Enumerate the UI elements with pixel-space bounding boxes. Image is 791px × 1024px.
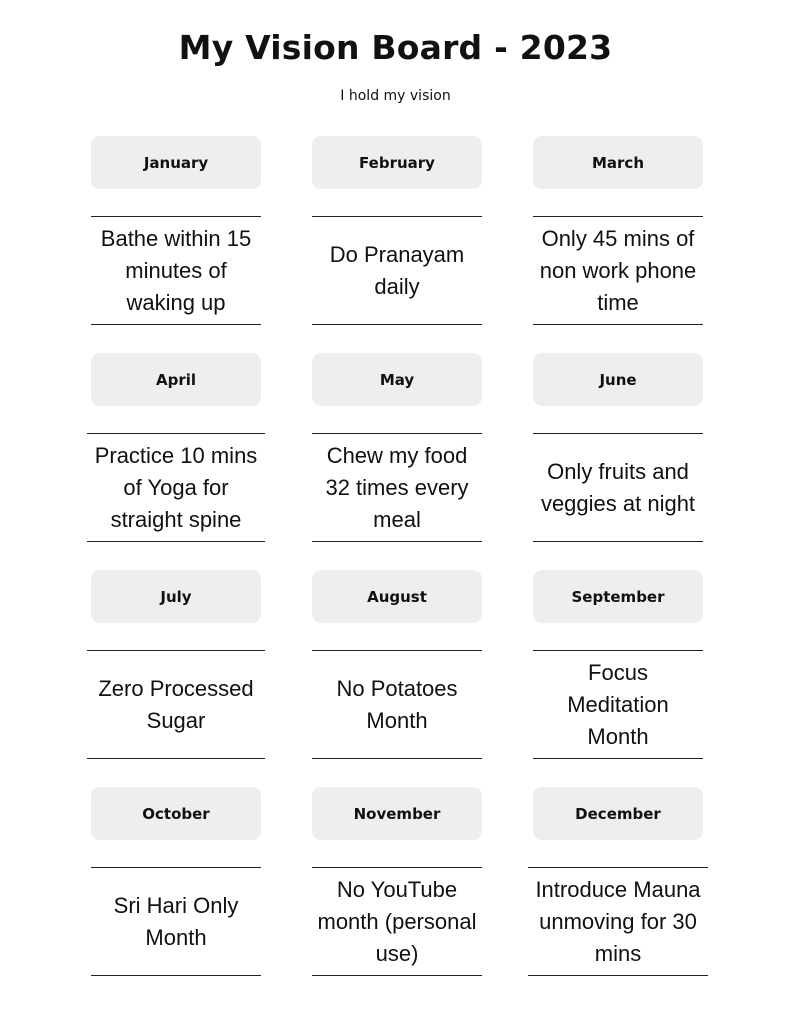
month-label: May <box>312 353 482 406</box>
month-goal: Focus Meditation Month <box>533 650 703 759</box>
month-label: November <box>312 787 482 840</box>
month-card-june <box>533 353 703 548</box>
month-goal: Chew my food 32 times every meal <box>312 433 482 542</box>
month-card-november <box>312 787 482 982</box>
month-goal: Zero Processed Sugar <box>87 650 265 759</box>
month-card-september <box>533 570 703 765</box>
month-card-january <box>91 136 261 331</box>
month-label: December <box>533 787 703 840</box>
month-label: October <box>91 787 261 840</box>
month-card-may <box>312 353 482 548</box>
month-card-december <box>533 787 703 982</box>
month-label: August <box>312 570 482 623</box>
month-card-february <box>312 136 482 331</box>
month-card-august <box>312 570 482 765</box>
page-title: My Vision Board - 2023 <box>178 28 613 67</box>
month-card-july <box>91 570 261 765</box>
month-card-october <box>91 787 261 982</box>
month-label: July <box>91 570 261 623</box>
month-label: September <box>533 570 703 623</box>
month-goal: Introduce Mauna unmoving for 30 mins <box>528 867 708 976</box>
month-goal: No YouTube month (personal use) <box>312 867 482 976</box>
month-card-april <box>91 353 261 548</box>
month-goal: No Potatoes Month <box>312 650 482 759</box>
month-card-march <box>533 136 703 331</box>
month-goal: Only 45 mins of non work phone time <box>533 216 703 325</box>
month-goal: Do Pranayam daily <box>312 216 482 325</box>
page-subtitle: I hold my vision <box>340 88 451 104</box>
month-goal: Only fruits and veggies at night <box>533 433 703 542</box>
month-goal: Practice 10 mins of Yoga for straight spine <box>87 433 265 542</box>
month-goal: Bathe within 15 minutes of waking up <box>91 216 261 325</box>
month-label: February <box>312 136 482 189</box>
month-label: January <box>91 136 261 189</box>
month-label: April <box>91 353 261 406</box>
month-label: March <box>533 136 703 189</box>
month-goal: Sri Hari Only Month <box>91 867 261 976</box>
month-label: June <box>533 353 703 406</box>
